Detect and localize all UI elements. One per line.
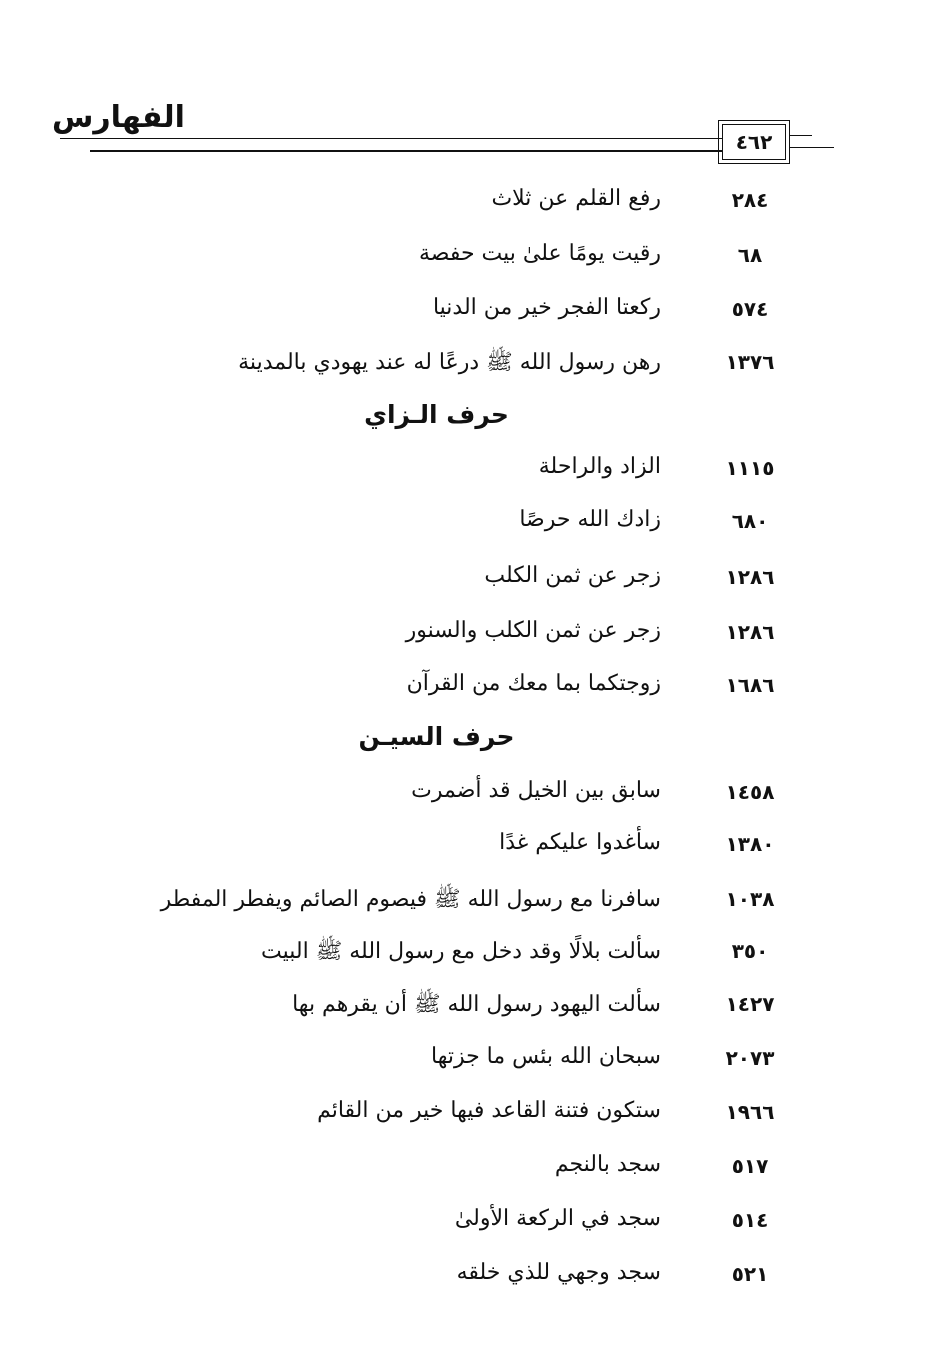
list-item bbox=[0, 1040, 933, 1080]
list-item bbox=[0, 503, 933, 543]
entry-number: ٣٥٠ bbox=[731, 939, 769, 963]
entry-text: رهن رسول الله ﷺ درعًا له عند يهودي بالمدينة bbox=[238, 350, 661, 375]
section-heading bbox=[0, 722, 933, 751]
entry-text: سجد في الركعة الأولىٰ bbox=[454, 1206, 661, 1231]
list-item bbox=[0, 667, 933, 707]
entry-number: ٥١٤ bbox=[731, 1208, 769, 1232]
list-item bbox=[0, 614, 933, 654]
entry-text: زادك الله حرصًا bbox=[519, 507, 661, 532]
list-item bbox=[0, 182, 933, 222]
entry-text: سألت بلالًا وقد دخل مع رسول الله ﷺ البيت bbox=[261, 939, 661, 964]
entry-number: ٥٧٤ bbox=[731, 297, 769, 321]
section-heading-text: حرف السيـن bbox=[358, 722, 515, 751]
list-item bbox=[0, 291, 933, 331]
entry-number: ٥١٧ bbox=[731, 1154, 769, 1178]
entry-text: زجر عن ثمن الكلب والسنور bbox=[405, 618, 661, 643]
header-title: الفهارس bbox=[52, 100, 185, 135]
entry-text: ركعتا الفجر خير من الدنيا bbox=[432, 295, 661, 320]
entry-text: سافرنا مع رسول الله ﷺ فيصوم الصائم ويفطر المفطر bbox=[160, 887, 661, 912]
entry-text: زوجتكما بما معك من القرآن bbox=[406, 671, 661, 696]
entry-text: سابق بين الخيل قد أضمرت bbox=[411, 778, 661, 803]
entry-number: ١٣٨٠ bbox=[725, 832, 775, 856]
page-number: ٤٦٢ bbox=[722, 124, 786, 160]
entry-number: ٢٠٧٣ bbox=[725, 1046, 775, 1070]
list-item bbox=[0, 933, 933, 973]
list-item bbox=[0, 1256, 933, 1296]
entry-number: ١٢٨٦ bbox=[725, 565, 775, 589]
list-item bbox=[0, 881, 933, 921]
entry-number: ٥٢١ bbox=[731, 1262, 769, 1286]
list-item bbox=[0, 826, 933, 866]
list-item bbox=[0, 1148, 933, 1188]
section-heading bbox=[0, 400, 933, 429]
entry-text: سجد بالنجم bbox=[554, 1152, 661, 1177]
entry-number: ١٣٧٦ bbox=[725, 350, 775, 374]
entry-number: ١٤٥٨ bbox=[725, 780, 775, 804]
entry-text: سبحان الله بئس ما جزتها bbox=[430, 1044, 661, 1069]
entry-text: زجر عن ثمن الكلب bbox=[484, 563, 661, 588]
entry-text: سجد وجهي للذي خلقه bbox=[456, 1260, 661, 1285]
entry-text: رفع القلم عن ثلاث bbox=[491, 186, 661, 211]
entry-text: الزاد والراحلة bbox=[538, 454, 661, 479]
list-item bbox=[0, 986, 933, 1026]
list-item bbox=[0, 1202, 933, 1242]
entry-number: ١١١٥ bbox=[725, 456, 775, 480]
list-item bbox=[0, 450, 933, 490]
entry-number: ١٦٨٦ bbox=[725, 673, 775, 697]
entry-number: ١٩٦٦ bbox=[725, 1100, 775, 1124]
entry-text: سألت اليهود رسول الله ﷺ أن يقرهم بها bbox=[292, 992, 661, 1017]
section-heading-text: حرف الـزاي bbox=[364, 400, 509, 429]
entry-text: رقيت يومًا علىٰ بيت حفصة bbox=[418, 241, 661, 266]
list-item bbox=[0, 559, 933, 599]
entry-number: ٢٨٤ bbox=[731, 188, 769, 212]
entry-text: ستكون فتنة القاعد فيها خير من القائم bbox=[317, 1098, 661, 1123]
entry-number: ١٢٨٦ bbox=[725, 620, 775, 644]
entry-text: سأغدوا عليكم غدًا bbox=[499, 830, 661, 855]
list-item bbox=[0, 237, 933, 277]
entry-number: ٦٨ bbox=[737, 243, 763, 267]
entry-number: ٦٨٠ bbox=[731, 509, 769, 533]
list-item bbox=[0, 344, 933, 384]
entry-number: ١٠٣٨ bbox=[725, 887, 775, 911]
entry-number: ١٤٢٧ bbox=[725, 992, 775, 1016]
list-item bbox=[0, 774, 933, 814]
list-item bbox=[0, 1094, 933, 1134]
